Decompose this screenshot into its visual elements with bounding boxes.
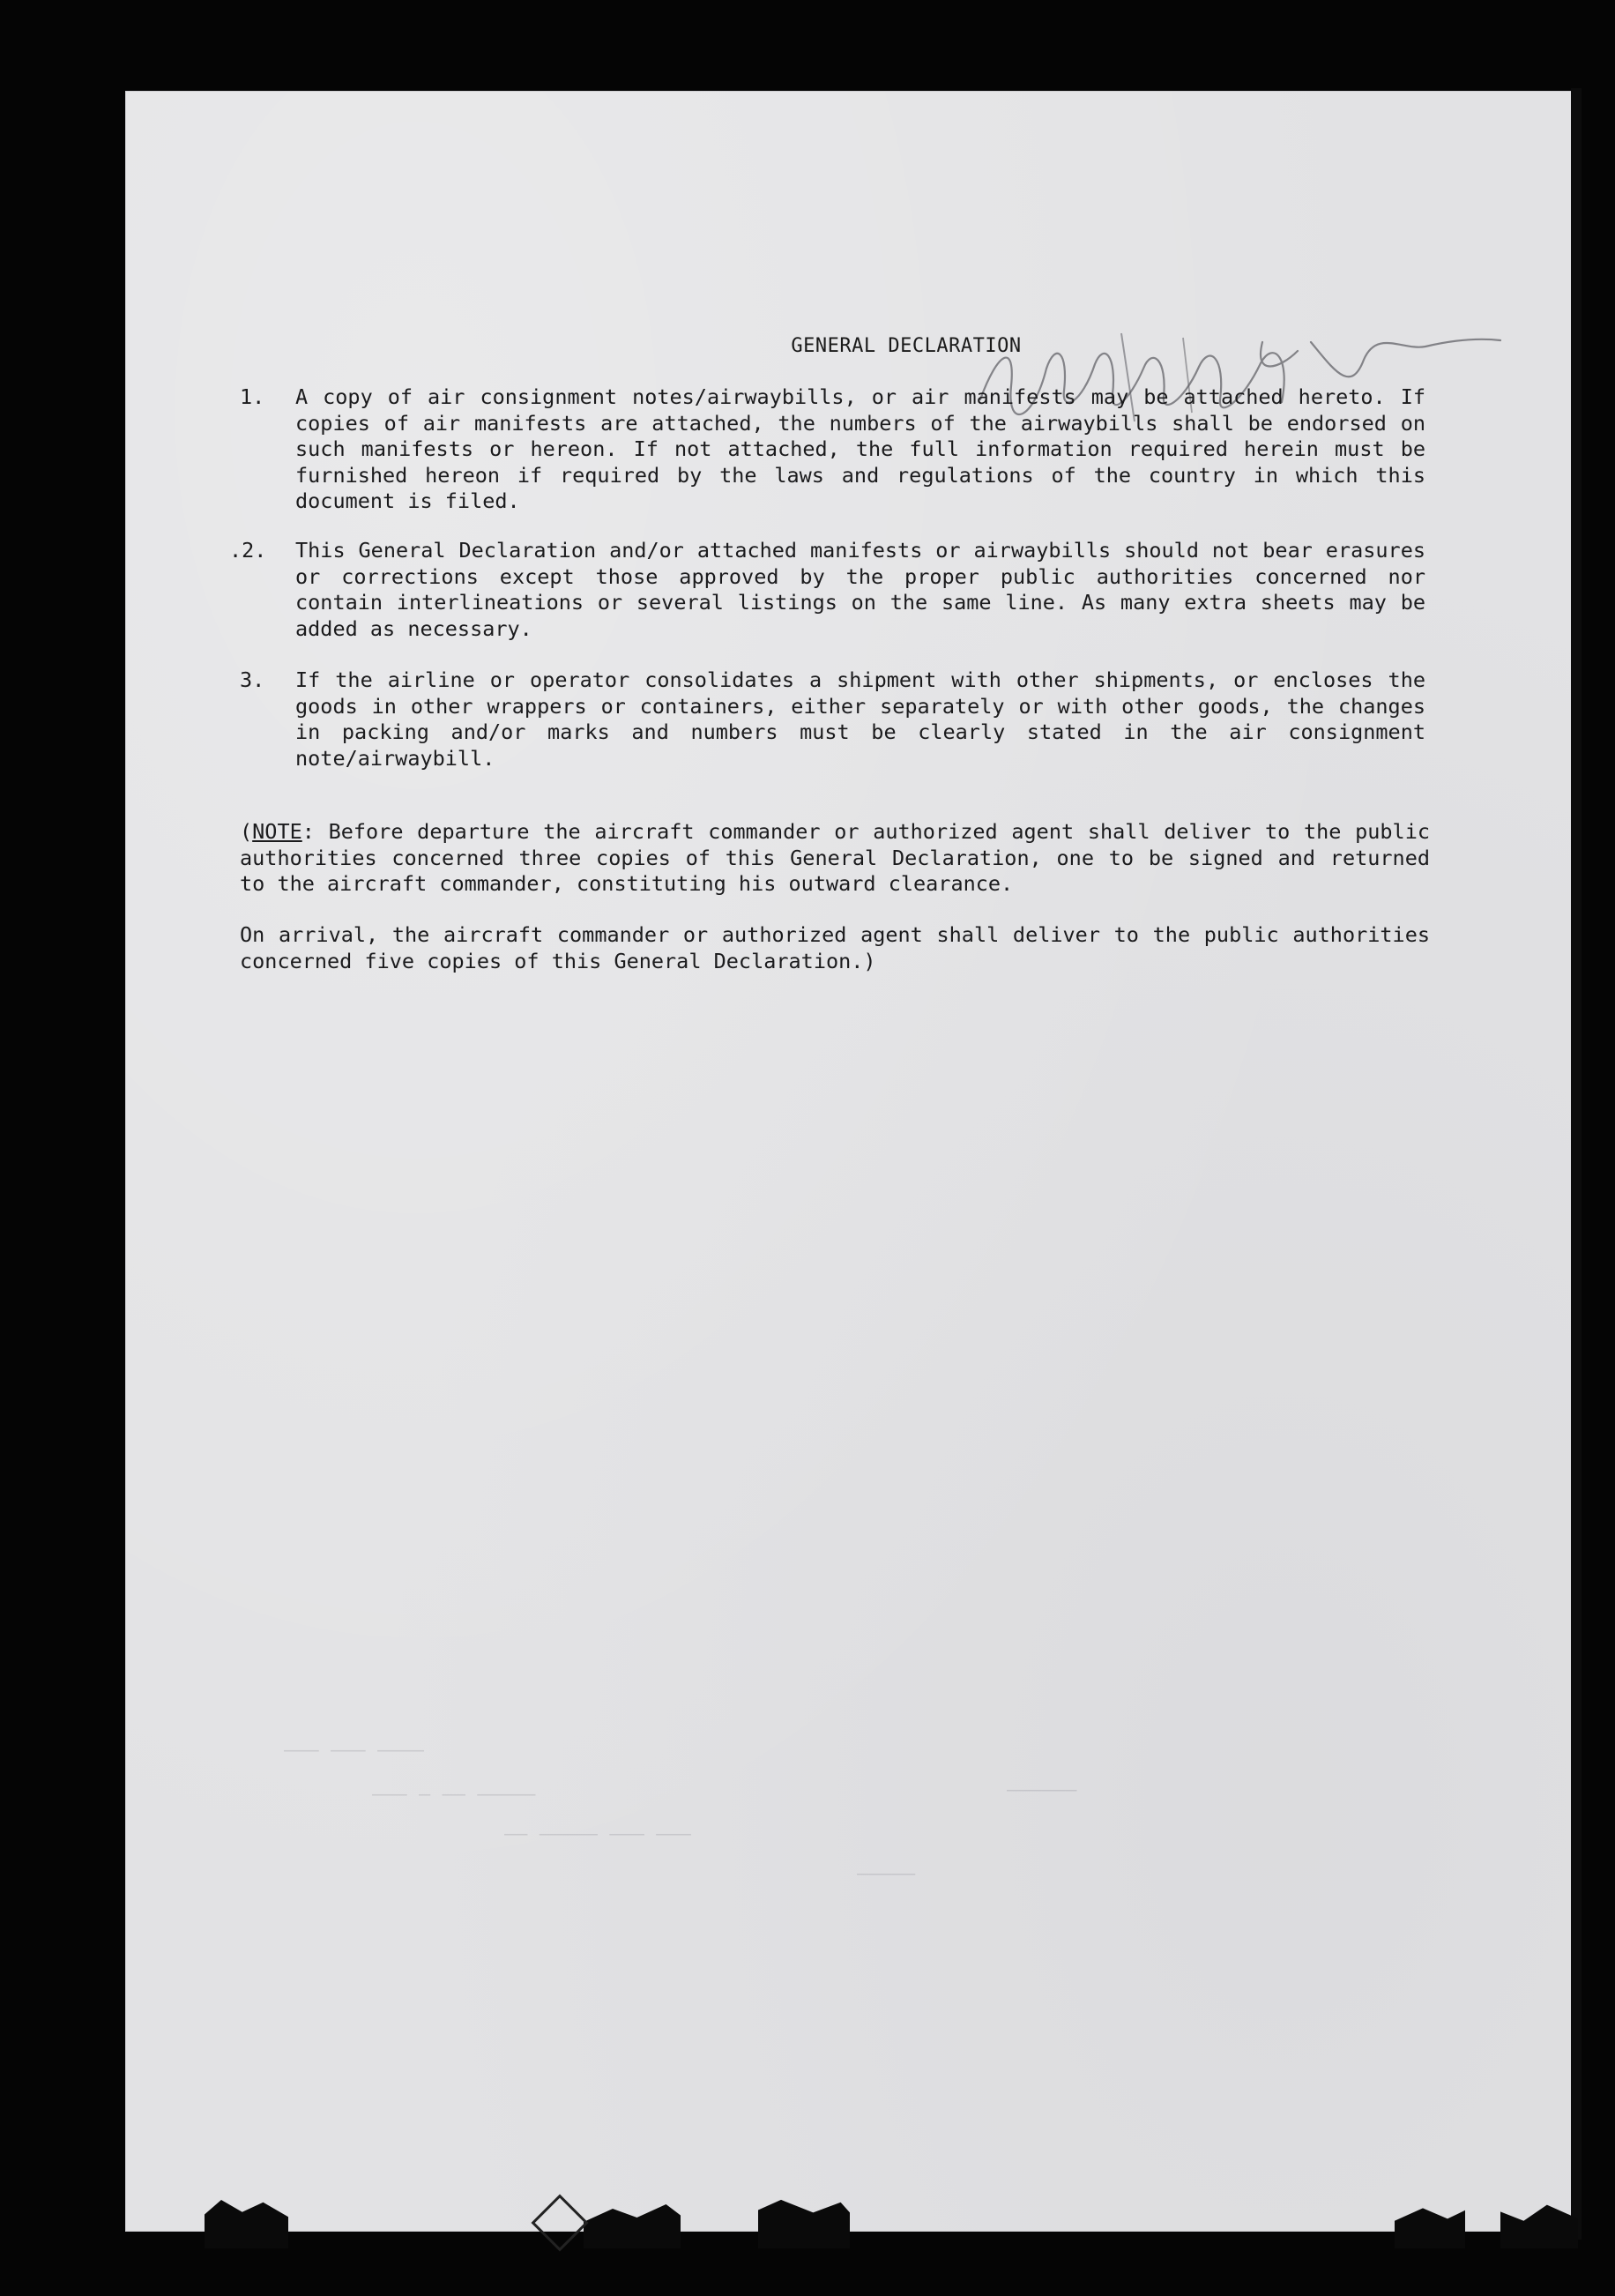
- page-edge-shadow: [1571, 88, 1582, 2240]
- item-number: .2.: [229, 538, 267, 563]
- bleed-through-text: —————: [857, 1863, 916, 1885]
- note-open-paren: (: [240, 819, 253, 844]
- binding-tear: [1500, 2203, 1578, 2248]
- item-text: This General Declaration and/or attached manifests or airwaybills should not bear erasures or corrections except those approved by the proper public authorities concerned nor contain interlineations or several listings on the same line. As many extra sheets may be added as necessary.: [295, 538, 1425, 641]
- item-text: If the airline or operator consolidates a shipment with other shipments, or encloses the goods in other wrappers or containers, either separately or with other goods, the changes in packing and/or marks and numbers must be clearly stated in the air consignment note/airwaybill.: [295, 667, 1425, 771]
- bleed-through-text: ————— —— — ———: [372, 1784, 536, 1806]
- note-text: : Before departure the aircraft commander or authorized agent shall deliver to the public authorities concerned three copies of this General Declaration, one to be signed and returned to the aircraft commander, constituting his outward clearance.: [240, 819, 1430, 896]
- binding-tear: [584, 2204, 681, 2248]
- item-text: A copy of air consignment notes/airwaybills, or air manifests may be attached hereto. If copies of air manifests are attached, the numbers of the airwaybills shall be endorsed on such manifests or hereon. If not attached, the full information required herein must be furnished hereon if required by the laws and regulations of the country in which this document is filed.: [295, 384, 1425, 513]
- bleed-through-text: ——— ——— ————— ——: [504, 1823, 691, 1845]
- note-paragraph: [240, 819, 1430, 898]
- item-number: 1.: [240, 384, 265, 409]
- document-title: GENERAL DECLARATION: [791, 335, 1022, 357]
- binding-tear: [1395, 2206, 1465, 2248]
- bleed-through-text: ———— ——— ———: [284, 1740, 424, 1762]
- binding-tear: [758, 2197, 850, 2248]
- item-number: 3.: [240, 667, 265, 692]
- diamond-mark: [531, 2194, 588, 2251]
- note-label: NOTE: [252, 819, 302, 844]
- arrival-paragraph: On arrival, the aircraft commander or authorized agent shall deliver to the public authorities concerned five copies of this General Declaration.): [240, 922, 1430, 973]
- document-body: [125, 91, 1578, 2232]
- binding-tear: [205, 2200, 288, 2248]
- bottom-binding-marks: [125, 2195, 1578, 2248]
- bleed-through-text: ——————: [1007, 1779, 1077, 1801]
- document-page: [125, 91, 1578, 2232]
